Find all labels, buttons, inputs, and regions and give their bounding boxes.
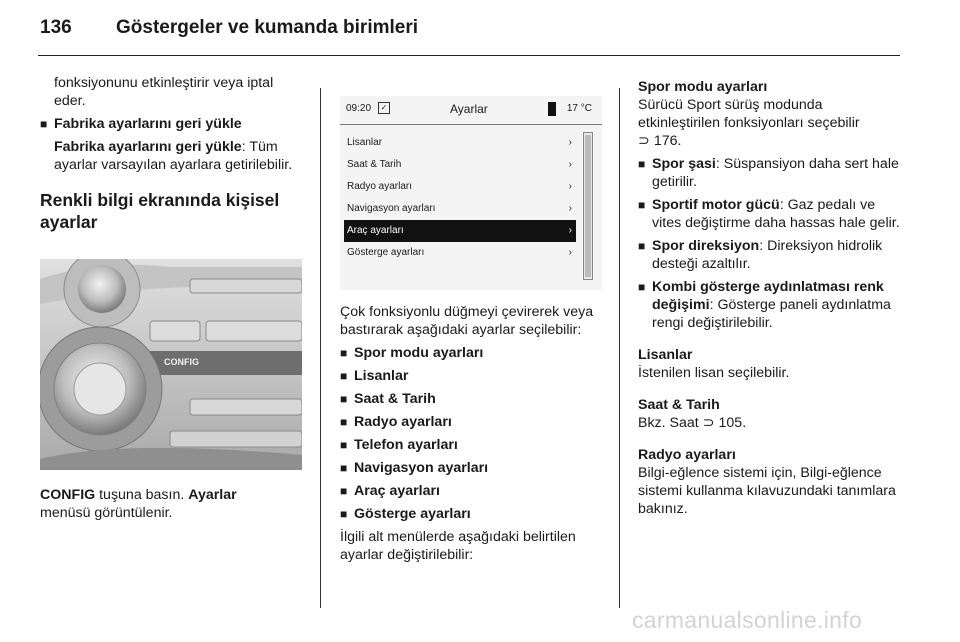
chevron-right-icon: › xyxy=(568,159,572,170)
header-rule xyxy=(38,55,900,56)
square-bullet-icon: ■ xyxy=(40,117,48,131)
screen-scrollbar xyxy=(583,132,593,280)
square-bullet-icon: ■ xyxy=(638,280,646,294)
square-bullet-icon: ■ xyxy=(340,346,348,360)
config-instruction: CONFIG tuşuna basın. Ayarlar menüsü görüntülenir. xyxy=(40,487,237,521)
column-two-outro: İlgili alt menülerde aşağıdaki belirtilen ayarlar değiştirilebilir: xyxy=(340,529,576,563)
chevron-right-icon: › xyxy=(568,181,572,192)
screen-time: 09:20 xyxy=(346,103,372,114)
screen-row-vehicle: Araç ayarları › xyxy=(344,220,576,242)
square-bullet-icon: ■ xyxy=(340,392,348,406)
watermark: carmanualsonline.info xyxy=(632,607,863,633)
languages-title: Lisanlar xyxy=(638,347,693,363)
config-button: CONFIG xyxy=(164,357,199,367)
square-bullet-icon: ■ xyxy=(340,507,348,521)
screen-row-radio: Radyo ayarları › xyxy=(344,176,576,198)
sport-option: ■ Spor direksiyon: Direksiyon hidrolik desteği azaltılır. xyxy=(638,238,883,272)
list-item: ■ Araç ayarları xyxy=(340,483,440,499)
sport-title: Spor modu ayarları xyxy=(638,79,768,95)
screen-temperature: 17 °C xyxy=(566,103,592,114)
arrow-reference-icon: ⊃ xyxy=(638,133,650,149)
square-bullet-icon: ■ xyxy=(638,239,646,253)
column-divider-right xyxy=(619,88,620,608)
screen-row-display: Gösterge ayarları › xyxy=(344,242,576,264)
factory-desc: Fabrika ayarlarını geri yükle: Tüm ayarlar varsayılan ayarlara getirilebilir. xyxy=(54,139,293,173)
check-icon: ✓ xyxy=(378,102,390,114)
square-bullet-icon: ■ xyxy=(340,415,348,429)
radio-body: Bilgi-eğlence sistemi için, Bilgi-eğlence sistemi kullanma kılavuzundaki tanımlara bakınız. xyxy=(638,465,896,517)
arrow-reference-icon: ⊃ xyxy=(702,415,715,431)
sport-body: Sürücü Sport sürüş modunda etkinleştirilen fonksiyonları seçebilir ⊃ 176. xyxy=(638,97,860,149)
square-bullet-icon: ■ xyxy=(638,198,646,212)
screen-status-bar xyxy=(340,96,602,125)
list-item: ■ Lisanlar xyxy=(340,368,409,384)
thermometer-icon xyxy=(548,102,556,116)
languages-body: İstenilen lisan seçilebilir. xyxy=(638,365,790,381)
column-three xyxy=(638,78,906,518)
factory-bullet xyxy=(40,115,308,133)
square-bullet-icon: ■ xyxy=(638,157,646,171)
list-item: ■ Telefon ayarları xyxy=(340,437,458,453)
time-date-body: Bkz. Saat ⊃ 105. xyxy=(638,415,747,431)
list-item: ■ Radyo ayarları xyxy=(340,414,452,430)
column-one xyxy=(40,74,308,233)
sport-option: ■ Spor şasi: Süspansiyon daha sert hale getirilir. xyxy=(638,156,899,190)
square-bullet-icon: ■ xyxy=(340,369,348,383)
chevron-right-icon: › xyxy=(568,203,572,214)
page-number: 136 xyxy=(40,17,72,38)
square-bullet-icon: ■ xyxy=(340,461,348,475)
square-bullet-icon: ■ xyxy=(340,438,348,452)
list-item: ■ Saat & Tarih xyxy=(340,391,436,407)
list-item: ■ Navigasyon ayarları xyxy=(340,460,489,476)
chevron-right-icon: › xyxy=(568,225,572,236)
screen-row-navigation: Navigasyon ayarları › xyxy=(344,198,576,220)
radio-title: Radyo ayarları xyxy=(638,447,736,463)
factory-bullet-label: Fabrika ayarlarını geri yükle xyxy=(54,116,242,132)
square-bullet-icon: ■ xyxy=(340,484,348,498)
chevron-right-icon: › xyxy=(568,137,572,148)
column-two-intro: Çok fonksiyonlu düğmeyi çevirerek veya bastırarak aşağıdaki ayarlar seçilebilir: xyxy=(340,304,594,338)
column-divider-left xyxy=(320,88,321,608)
screen-scroll-thumb xyxy=(585,135,591,277)
console-photo xyxy=(40,259,302,470)
section-heading: Renkli bilgi ekranında kişisel ayarlar xyxy=(40,190,280,232)
page-title: Göstergeler ve kumanda birimleri xyxy=(116,17,419,38)
settings-screen xyxy=(340,96,602,290)
list-item: ■ Gösterge ayarları xyxy=(340,506,471,522)
sport-option: ■ Kombi gösterge aydınlatması renk değişimi: Gösterge paneli aydınlatma rengi değiştirilebilir. xyxy=(638,279,891,331)
settings-list xyxy=(340,344,612,523)
screen-title: Ayarlar xyxy=(450,102,488,116)
column-two xyxy=(340,303,612,564)
list-item: ■ Spor modu ayarları xyxy=(340,345,484,361)
intro-text: fonksiyonunu etkinleştirir veya iptal eder. xyxy=(54,75,274,109)
page-header xyxy=(0,0,960,56)
screen-row-time-date: Saat & Tarih › xyxy=(344,154,576,176)
chevron-right-icon: › xyxy=(568,247,572,258)
time-date-title: Saat & Tarih xyxy=(638,397,720,413)
screen-row-languages: Lisanlar › xyxy=(344,132,576,154)
sport-option: ■ Sportif motor gücü: Gaz pedalı ve vites değiştirme daha hassas hale gelir. xyxy=(638,197,900,231)
